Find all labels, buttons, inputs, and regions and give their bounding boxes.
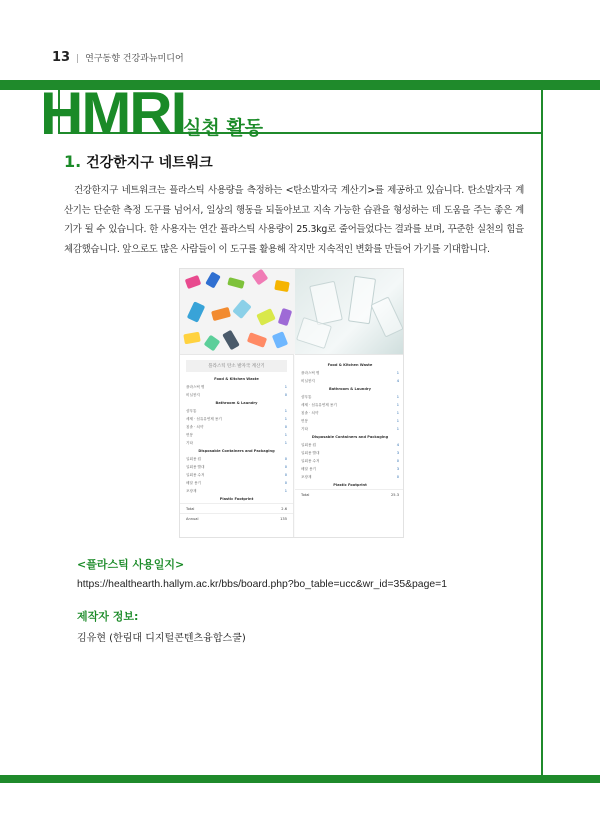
list-item: 일회용 컵 0 — [186, 456, 287, 461]
list-item: 비닐봉지 0 — [186, 392, 287, 397]
category-title: Disposable Containers and Packaging — [198, 449, 275, 453]
list-item: 기타 1 — [301, 426, 399, 431]
list-item: 비닐봉지 4 — [301, 378, 399, 383]
article-title: 건강한지구 네트워크 — [86, 155, 213, 171]
calculator-panel-before — [180, 354, 294, 538]
category-title: Disposable Containers and Packaging — [311, 435, 389, 439]
category-title: Bathroom & Laundry — [215, 401, 258, 405]
category-title: Food & Kitchen Waste — [327, 363, 373, 367]
list-item: 포장재 0 — [301, 474, 399, 479]
body-paragraph: 건강한지구 네트워크는 플라스틱 사용량을 측정하는 <탄소발자국 계산기>를 제공하고 있습니다. 탄소발자국 계산기는 단순한 측정 도구를 넘어서, 일상의 행동을 되돌아보고 지속 가능한 습관을 형성하는 데 도움을 주는 좋은 계기가 될 수 있습니다. 한 사용자는 연간 플라스틱 사용량이 25.3kg로 줄어들었다는 결과를 보며, 꾸준한 실천의 힘을 체감했습니다. 앞으로도 많은 사람들이 이 도구를 활용해 작지만 지속적인 변화를 만들어 가기를 기대합니다. — [64, 185, 524, 255]
list-item: 면봉 1 — [301, 418, 399, 423]
plastic-objects-photo — [180, 269, 295, 354]
credits-heading: 제작자 정보: — [77, 610, 139, 623]
list-item: 일회용 수저 0 — [186, 472, 287, 477]
list-item: 일회용 컵 4 — [301, 442, 399, 447]
footprint-title: Plastic Footprint — [333, 483, 367, 487]
bottom-green-bar — [0, 775, 600, 783]
list-item: 일회용 수저 0 — [301, 458, 399, 463]
series-title: 연구동향 건강과뉴미디어 — [85, 54, 184, 64]
plastic-bottles-photo — [295, 269, 404, 354]
category-title: Food & Kitchen Waste — [214, 377, 259, 381]
list-item: 배달 용기 3 — [301, 466, 399, 471]
footprint-title: Plastic Footprint — [219, 497, 254, 501]
section-subtitle: 실천 활동 — [183, 117, 264, 139]
frame-right-line — [541, 90, 543, 780]
list-item: 플라스틱 병 1 — [301, 370, 399, 375]
diary-link[interactable]: https://healthearth.hallym.ac.kr/bbs/board.php?bo_table=ucc&wr_id=35&page=1 — [77, 579, 447, 590]
page-header — [52, 50, 184, 65]
total-row: Total 2.6 — [180, 503, 293, 513]
author-name: 김유현 (한림대 디지털콘텐츠융합스쿨) — [77, 633, 246, 644]
annual-row: Annual 135 — [180, 513, 293, 523]
list-item: 세제 · 섬유유연제 용기 1 — [301, 402, 399, 407]
article-number: 1. — [64, 152, 82, 171]
list-item: 배달 용기 0 — [186, 480, 287, 485]
calculator-panel-after — [295, 354, 404, 538]
list-item: 일회용 빨대 0 — [186, 464, 287, 469]
section-logo-title: HMRI — [40, 80, 186, 147]
list-item: 샴푸통 1 — [186, 408, 287, 413]
total-row: Total 25.3 — [295, 489, 404, 499]
list-item: 칫솔 · 치약 1 — [301, 410, 399, 415]
list-item: 기타 1 — [186, 440, 287, 445]
list-item: 세제 · 섬유유연제 용기 1 — [186, 416, 287, 421]
diary-heading: <플라스틱 사용일지> — [77, 558, 185, 571]
list-item: 칫솔 · 치약 0 — [186, 424, 287, 429]
list-item: 면봉 1 — [186, 432, 287, 437]
list-item: 플라스틱 병 1 — [186, 384, 287, 389]
header-separator: | — [76, 54, 80, 64]
calculator-header: 플라스틱 탄소 발자국 계산기 — [186, 360, 287, 372]
page-number: 13 — [52, 50, 71, 65]
list-item: 샴푸통 1 — [301, 394, 399, 399]
calculator-screenshot-figure — [179, 268, 404, 538]
category-title: Bathroom & Laundry — [328, 387, 372, 391]
list-item: 포장재 1 — [186, 488, 287, 493]
article-heading — [64, 152, 213, 172]
list-item: 일회용 빨대 3 — [301, 450, 399, 455]
